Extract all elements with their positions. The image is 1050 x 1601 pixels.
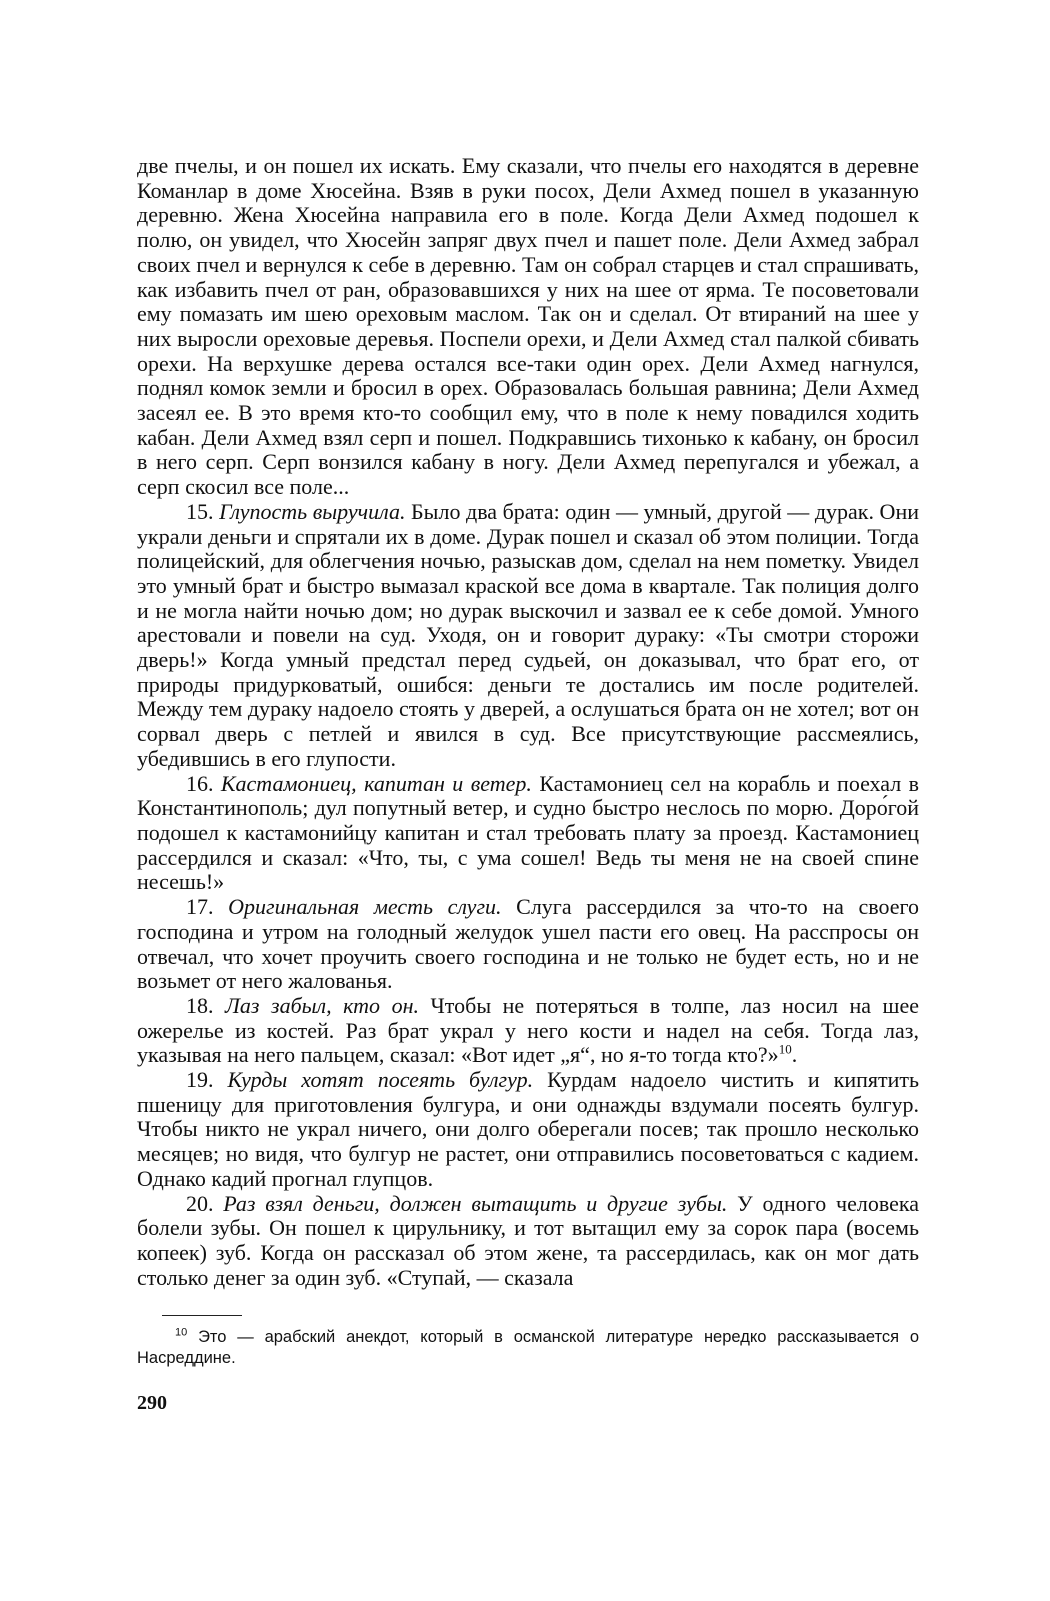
anecdote-title: Раз взял деньги, должен вытащить и другие зубы. xyxy=(223,1190,728,1216)
anecdote-title: Лаз забыл, кто он. xyxy=(225,992,419,1018)
page-body xyxy=(137,154,919,1290)
anecdote-text: Кастамониец сел на корабль и поехал в Константинополь; дул попутный ветер, и судно быстро неслось по морю. Доро́гой подошел к кастамонийцу капитан и стал требовать плату за проезд. Кастамониец рассердился и сказал: «Что, ты, с ума сошел! Ведь ты меня не на своей спине несешь!» xyxy=(137,770,920,895)
page-number: 290 xyxy=(137,1392,167,1414)
anecdote-text: Курдам надоело чистить и кипятить пшеницу для приготовления булгура, и они однажды вздумали посеять булгур. Чтобы никто не украл ничего, они долго оберегали посев; так прошло несколько месяцев; но видя, что булгур не растет, они отправились посоветоваться с кадием. Однако кадий прогнал глупцов. xyxy=(137,1067,920,1191)
anecdote-15 xyxy=(137,500,919,772)
anecdote-text: Было два брата: один — умный, другой — дурак. Они украли деньги и спрятали их в доме. Дурак пошел и сказал об этом полиции. Тогда полицейский, для облегчения ночью, разыскав дом, сделал на нем пометку. Увидел это умный брат и быстро вымазал краской все дома в квартале. Так полиция долго и не могла найти ночью дом; но дурак выскочил и зазвал ее к себе домой. Умного арестовали и повели на суд. Уходя, он и говорит дураку: «Ты смотри сторожи дверь!» Когда умный предстал перед судьей, он доказывал, что брат его, от природы придурковатый, ошибся: деньги те достались им после родителей. Между тем дураку надоело стоять у дверей, а ослушаться брата он не хотел; вот он сорвал дверь с петлей и явился в суд. Все присутствующие рассмеялись, убедившись в его глупости. xyxy=(137,498,919,771)
anecdote-17 xyxy=(137,895,919,994)
anecdote-text: У одного человека болели зубы. Он пошел к цирульнику, и тот вытащил ему за сорок пара (восемь копеек) зуб. Когда он рассказал об этом жене, та рассердилась, как он мог дать столько денег за один зуб. «Ступай, — сказала xyxy=(137,1190,919,1290)
paragraph-text: две пчелы, и он пошел их искать. Ему сказали, что пчелы его находятся в деревне Команлар в доме Хюсейна. Взяв в руки посох, Дели Ахмед пошел в указанную деревню. Жена Хюсейна направила его в поле. Когда Дели Ахмед подошел к полю, он увидел, что Хюсейн запряг двух пчел и пашет поле. Дели Ахмед забрал своих пчел и вернулся к себе в деревню. Там он собрал старцев и стал спрашивать, как избавить пчел от ран, образовавшихся у них на шее от ярма. Те посоветовали ему помазать им шею ореховым маслом. Так он и сделал. От втираний на шее у них выросли ореховые деревья. Поспели орехи, и Дели Ахмед стал палкой сбивать орехи. На верхушке дерева остался все-таки один орех. Дели Ахмед нагнулся, поднял комок земли и бросил в орех. Образовалась большая равнина; Дели Ахмед засеял ее. В это время кто-то сообщил ему, что в поле к нему повадился ходить кабан. Дели Ахмед взял серп и пошел. Подкравшись тихонько к кабану, он бросил в него серп. Серп вонзился кабану в ногу. Дели Ахмед перепугался и убежал, а серп скосил все поле... xyxy=(137,153,919,500)
footnote xyxy=(137,1327,919,1369)
anecdote-text: Слуга рассердился за что-то на своего господина и утром на голодный желудок ушел пасти его овец. На расспросы он отвечал, что хочет проучить своего господина и не только не будет есть, но и не возьмет от него жалованья. xyxy=(137,894,920,994)
anecdote-20 xyxy=(137,1192,919,1291)
anecdote-16 xyxy=(137,772,919,896)
anecdote-number: 20. xyxy=(186,1190,214,1216)
paragraph-continuation xyxy=(137,154,919,500)
footnote-text: Это — арабский анекдот, который в османской литературе нередко рассказывается о Насреддине. xyxy=(137,1328,919,1367)
anecdote-number: 16. xyxy=(186,770,214,796)
anecdote-18: 18. Лаз забыл, кто он. Чтобы не потеряться в толпе, лаз носил на шее ожерелье из костей. Раз брат украл у него кости и надел на себя. Тогда лаз, указывая на него пальцем, сказал: «Вот идет „я“, но я-то тогда кто?»$^{10}$. xyxy=(137,992,919,1068)
anecdote-title: Кастамониец, капитан и ветер. xyxy=(220,770,532,796)
footnote-marker: 10 xyxy=(175,1326,188,1339)
anecdote-title: Оригинальная месть слуги. xyxy=(228,894,502,920)
anecdote-text: Чтобы не потеряться в толпе, лаз носил на шее ожерелье из костей. Раз брат украл у него кости и надел на себя. Тогда лаз, указывая на него пальцем, сказал: «Вот идет „я“, но я-то тогда кто?» xyxy=(137,992,919,1068)
footnote-divider xyxy=(162,1315,242,1316)
anecdote-title: Курды хотят посеять булгур. xyxy=(227,1067,534,1093)
anecdote-19 xyxy=(137,1068,919,1192)
anecdote-number: 19. xyxy=(186,1067,214,1093)
anecdote-number: 17. xyxy=(186,894,214,920)
anecdote-number: 18. xyxy=(186,992,214,1018)
anecdote-number: 15. xyxy=(186,498,214,524)
footnote-reference[interactable]: 10 xyxy=(778,1041,792,1057)
anecdote-title: Глупость выручила. xyxy=(219,498,406,524)
